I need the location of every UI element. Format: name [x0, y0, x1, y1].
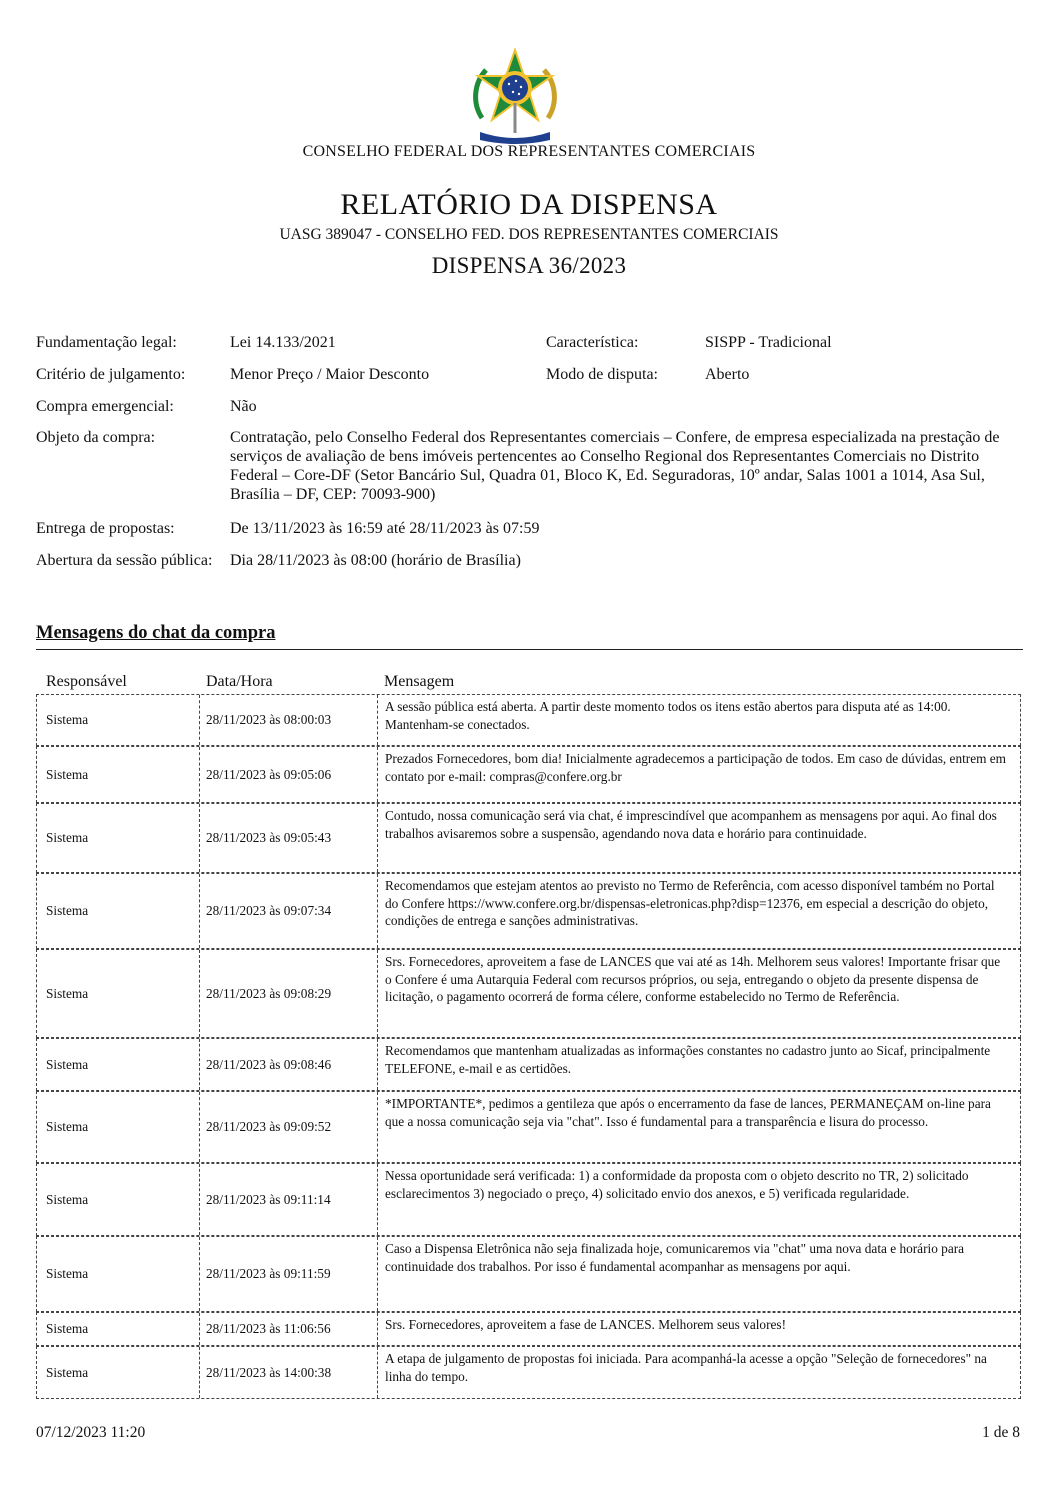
table-row: [36, 1312, 1021, 1346]
entrega-value: De 13/11/2023 às 16:59 até 28/11/2023 às 07:59: [230, 520, 540, 537]
mensagem-cell: A etapa de julgamento de propostas foi iniciada. Para acompanhá-la acesse a opção "Seleção de fornecedores" na linha do tempo.: [377, 1347, 1020, 1398]
responsavel-cell: Sistema: [46, 1364, 89, 1380]
table-row: [36, 1163, 1021, 1236]
abertura-label: Abertura da sessão pública:: [36, 552, 213, 569]
table-row: [36, 1038, 1021, 1091]
abertura-value: Dia 28/11/2023 às 08:00 (horário de Brasília): [230, 552, 521, 569]
datahora-cell: 28/11/2023 às 09:08:29: [199, 950, 377, 1037]
caracteristica-value: SISPP - Tradicional: [705, 334, 832, 351]
table-row: [36, 1091, 1021, 1163]
datahora-cell: 28/11/2023 às 09:08:46: [199, 1039, 377, 1090]
datahora-cell: 28/11/2023 às 09:11:59: [199, 1237, 377, 1311]
mensagem-cell: Nessa oportunidade será verificada: 1) a conformidade da proposta com o objeto descrito no TR, 2) solicitado esclarecimentos 3) negociado o preço, 4) solicitado envio dos anexos, e 5) verificada regularidade.: [377, 1164, 1020, 1235]
responsavel-cell: Sistema: [46, 1056, 89, 1072]
dispensa-number: DISPENSA 36/2023: [431, 253, 627, 278]
column-header-datahora: Data/Hora: [206, 673, 273, 690]
entrega-label: Entrega de propostas:: [36, 520, 175, 537]
responsavel-cell: Sistema: [46, 903, 89, 919]
mensagem-cell: Recomendamos que estejam atentos ao previsto no Termo de Referência, com acesso disponível também no Portal do Confere https://www.confere.org.br/dispensas-eletronicas.php?disp=12376, em especial a descrição do objeto, condições de entrega e sanções administrativas.: [377, 874, 1020, 948]
responsavel-cell: Sistema: [46, 766, 89, 782]
datahora-cell: 28/11/2023 às 09:05:06: [199, 747, 377, 802]
section-divider: [36, 649, 1023, 650]
responsavel-cell: Sistema: [46, 985, 89, 1001]
responsavel-cell: Sistema: [46, 1119, 89, 1135]
emergencial-label: Compra emergencial:: [36, 398, 174, 415]
mensagem-cell: Srs. Fornecedores, aproveitem a fase de LANCES. Melhorem seus valores!: [377, 1313, 1020, 1345]
datahora-cell: 28/11/2023 às 09:05:43: [199, 804, 377, 872]
uasg-line: UASG 389047 - CONSELHO FED. DOS REPRESENTANTES COMERCIAIS: [279, 226, 779, 243]
table-row: [36, 746, 1021, 803]
caracteristica-label: Característica:: [546, 334, 639, 351]
datahora-cell: 28/11/2023 às 09:07:34: [199, 874, 377, 948]
table-row: [36, 1346, 1021, 1399]
fundamentacao-label: Fundamentação legal:: [36, 334, 177, 351]
table-row: [36, 1236, 1021, 1312]
datahora-cell: 28/11/2023 às 09:09:52: [199, 1092, 377, 1162]
table-row: [36, 949, 1021, 1038]
datahora-cell: 28/11/2023 às 09:11:14: [199, 1164, 377, 1235]
mensagem-cell: Contudo, nossa comunicação será via chat, é imprescindível que acompanhem as mensagens por aqui. Ao final dos trabalhos avisaremos sobre a suspensão, agendando nova data e horário para continuidade.: [377, 804, 1020, 872]
objeto-value: Contratação, pelo Conselho Federal dos Representantes comerciais – Confere, de empresa especializada na prestação de serviços de avaliação de bens imóveis pertencentes ao Conselho Regional dos Representantes Comerciais no Distrito Federal – Core-DF (Setor Bancário Sul, Quadra 01, Bloco K, Ed. Seguradoras, 10º andar, Salas 1001 a 1014, Asa Sul, Brasília – DF, CEP: 70093-900): [230, 429, 1000, 503]
criterio-value: Menor Preço / Maior Desconto: [230, 366, 430, 383]
responsavel-cell: Sistema: [46, 1191, 89, 1207]
mensagem-cell: A sessão pública está aberta. A partir deste momento todos os itens estão abertos para disputa até as 14:00. Mantenham-se conectados.: [377, 695, 1020, 745]
emergencial-value: Não: [230, 398, 257, 415]
responsavel-cell: Sistema: [46, 1266, 89, 1282]
footer-printed-date: 07/12/2023 11:20: [36, 1424, 146, 1441]
column-header-responsavel: Responsável: [46, 673, 127, 690]
mensagem-cell: Recomendamos que mantenham atualizadas as informações constantes no cadastro junto ao Sicaf, principalmente TELEFONE, e-mail e as certidões.: [377, 1039, 1020, 1090]
modo-value: Aberto: [705, 366, 750, 383]
chat-section-title: Mensagens do chat da compra: [36, 623, 276, 643]
report-title: RELATÓRIO DA DISPENSA: [340, 188, 718, 221]
coat-of-arms-emblem: [468, 48, 562, 148]
organization-name: CONSELHO FEDERAL DOS REPRESENTANTES COMERCIAIS: [302, 143, 756, 160]
table-row: [36, 803, 1021, 873]
column-header-mensagem: Mensagem: [384, 673, 455, 690]
objeto-label: Objeto da compra:: [36, 429, 156, 446]
responsavel-cell: Sistema: [46, 712, 89, 728]
footer-page-number: 1 de 8: [982, 1424, 1020, 1441]
mensagem-cell: Srs. Fornecedores, aproveitem a fase de LANCES que vai até as 14h. Melhorem seus valores! Importante frisar que o Confere é uma Autarquia Federal com recursos próprios, ou seja, entregando o objeto da presente dispensa de licitação, o pagamento ocorrerá de forma célere, conforme estabelecido no Termo de Referência.: [377, 950, 1020, 1037]
datahora-cell: 28/11/2023 às 14:00:38: [199, 1347, 377, 1398]
table-row: [36, 873, 1021, 949]
mensagem-cell: Caso a Dispensa Eletrônica não seja finalizada hoje, comunicaremos via "chat" uma nova data e horário para continuidade dos trabalhos. Por isso é fundamental acompanhar as mensagens por aqui.: [377, 1237, 1020, 1311]
modo-label: Modo de disputa:: [546, 366, 658, 383]
datahora-cell: 28/11/2023 às 08:00:03: [199, 695, 377, 745]
mensagem-cell: Prezados Fornecedores, bom dia! Inicialmente agradecemos a participação de todos. Em caso de dúvidas, entrem em contato por e-mail: compras@confere.org.br: [377, 747, 1020, 802]
responsavel-cell: Sistema: [46, 830, 89, 846]
responsavel-cell: Sistema: [46, 1321, 89, 1337]
fundamentacao-value: Lei 14.133/2021: [230, 334, 336, 351]
criterio-label: Critério de julgamento:: [36, 366, 186, 383]
table-row: [36, 694, 1021, 746]
mensagem-cell: *IMPORTANTE*, pedimos a gentileza que após o encerramento da fase de lances, PERMANEÇAM on-line para que a nossa comunicação seja via "chat". Isso é fundamental para a transparência e lisura do processo.: [377, 1092, 1020, 1162]
datahora-cell: 28/11/2023 às 11:06:56: [199, 1313, 377, 1345]
